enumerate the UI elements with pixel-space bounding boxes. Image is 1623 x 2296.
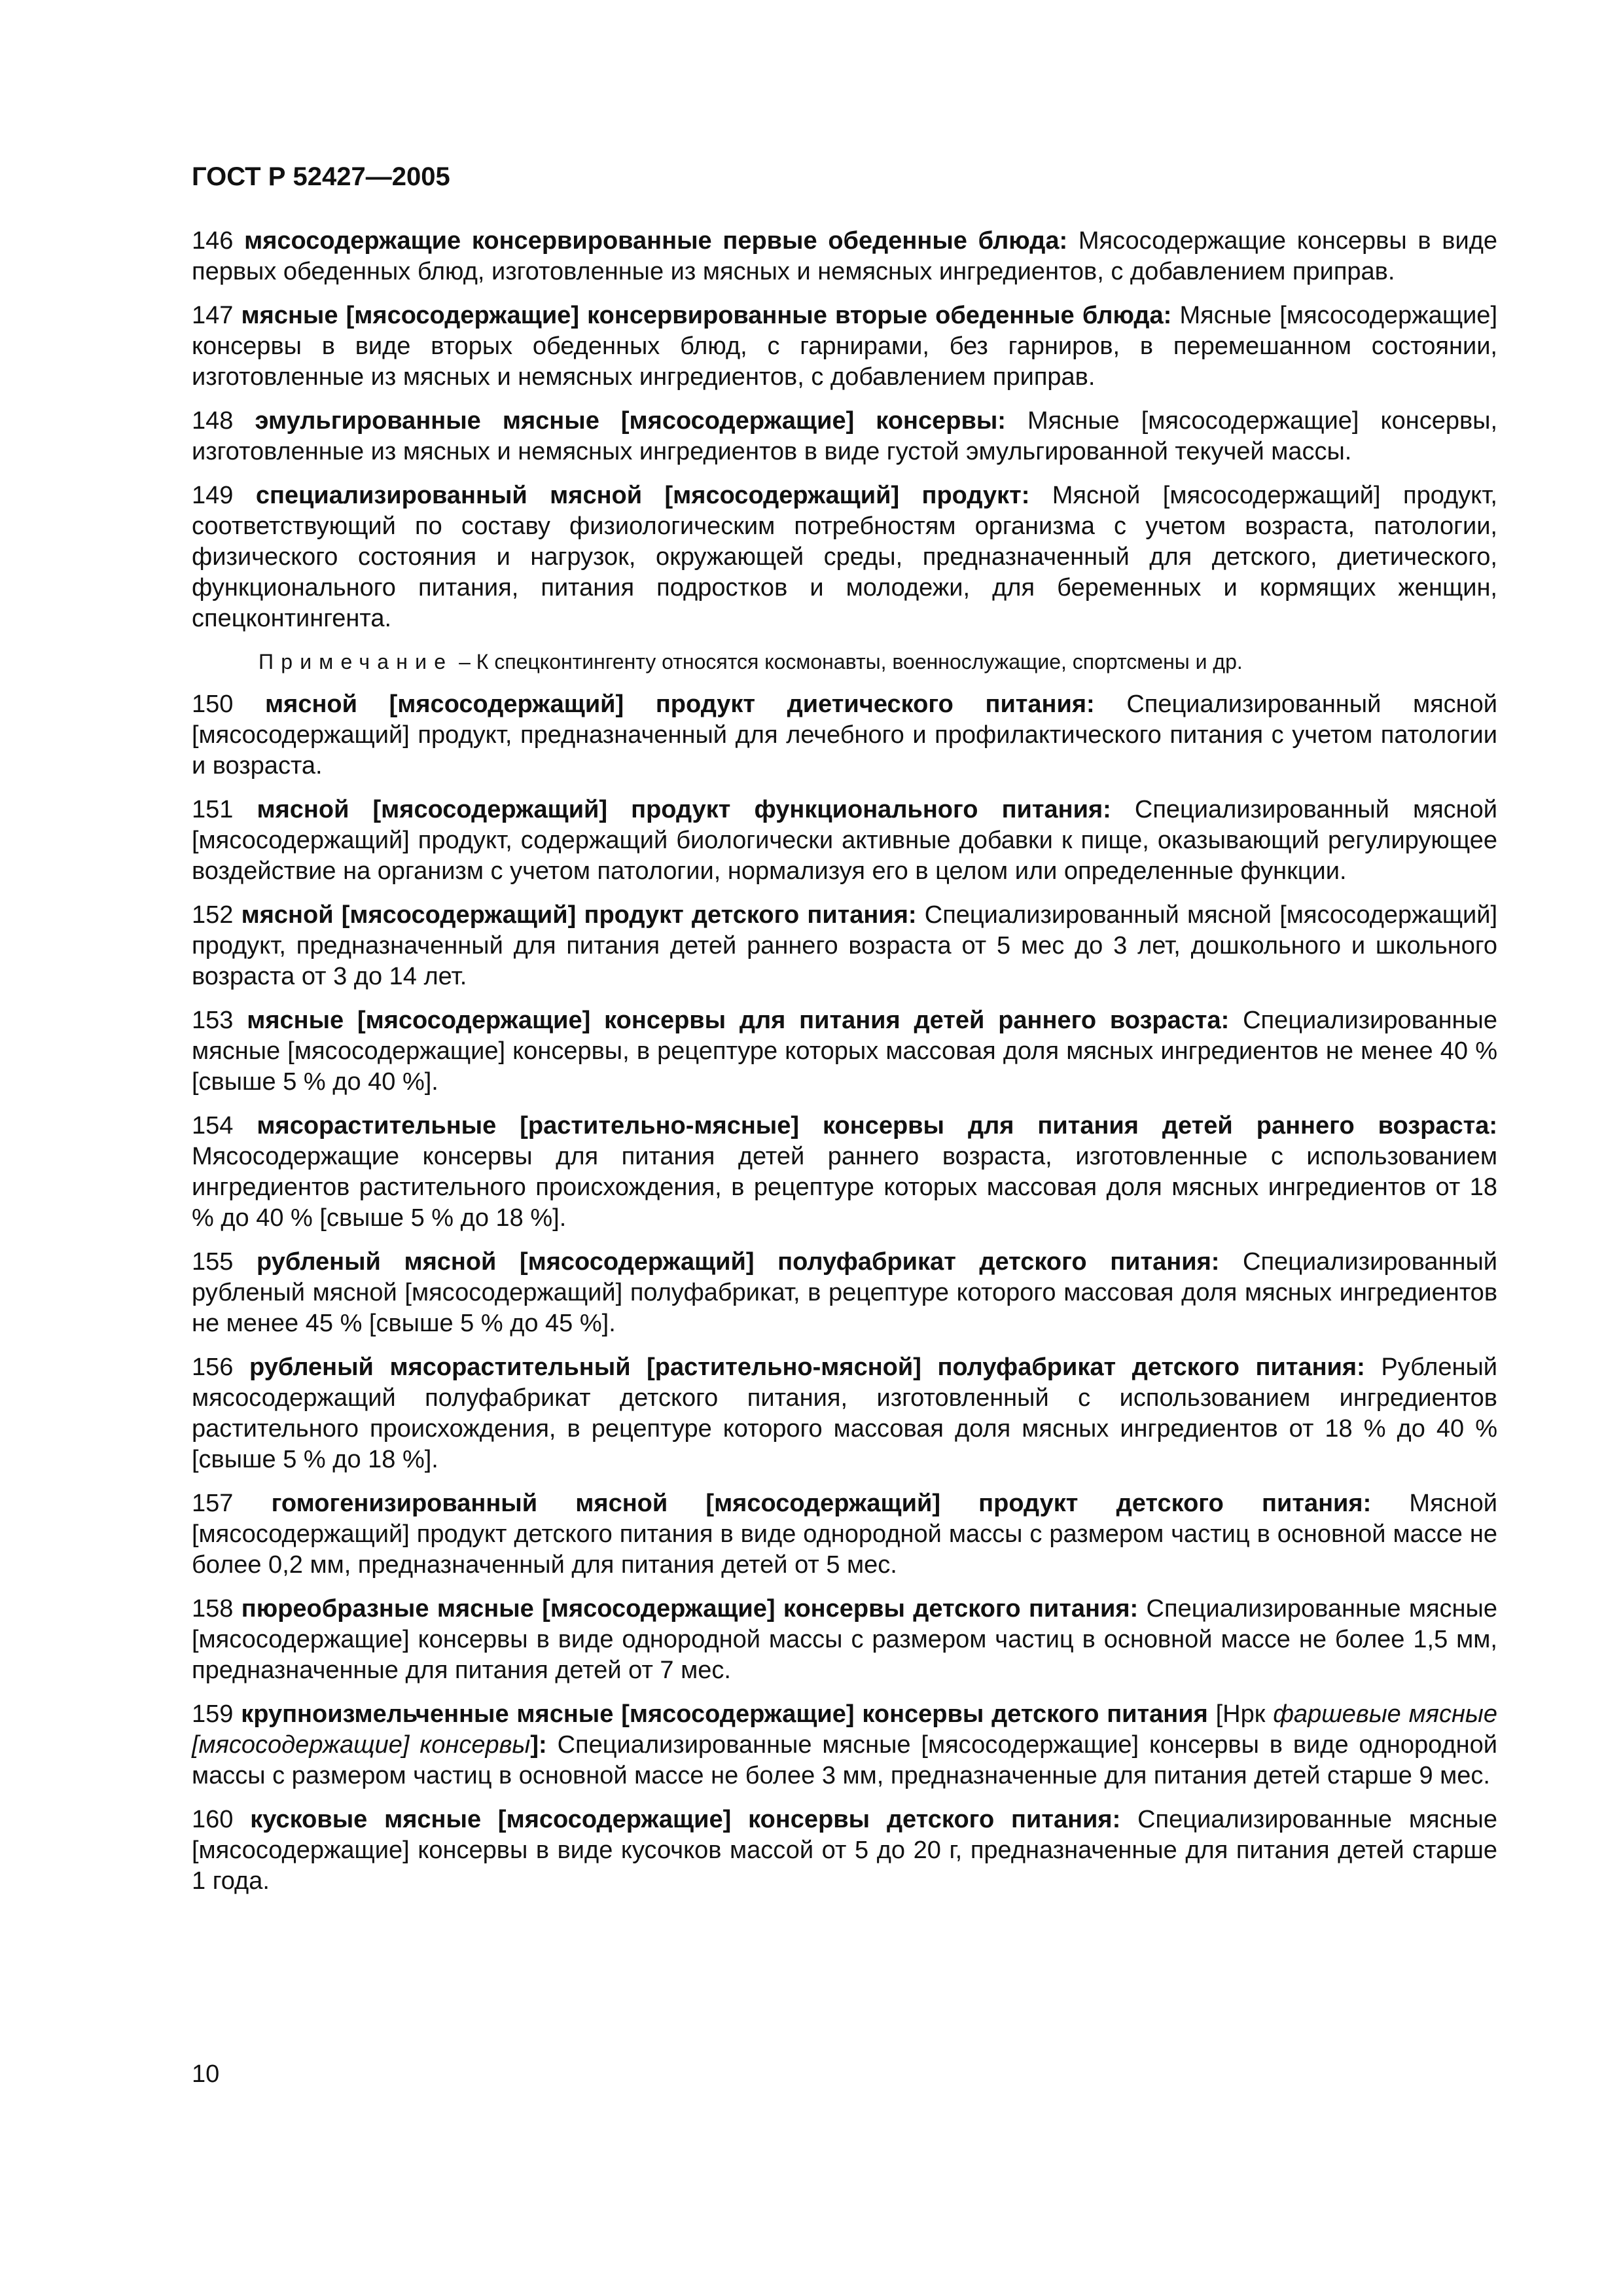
entry-number: 151	[192, 796, 234, 823]
term-entry-151	[192, 795, 1497, 887]
term-entry-150	[192, 689, 1497, 781]
entry-term: специализированный мясной [мясосодержащий] продукт:	[255, 482, 1030, 509]
term-entry-160	[192, 1804, 1497, 1897]
entry-definition: Мясные [мясосодержащие] консервы в виде вторых обеденных блюд, с гарнирами, без гарниров, в перемешанном состоянии, изготовленные из мясных и немясных ингредиентов, с добавлением приправ.	[192, 302, 1497, 391]
entry-term: пюреобразные мясные [мясосодержащие] консервы детского питания:	[241, 1595, 1139, 1623]
term-entry-158	[192, 1594, 1497, 1686]
entry-term: мясной [мясосодержащий] продукт функционального питания:	[257, 796, 1111, 823]
term-entry-155	[192, 1247, 1497, 1339]
entry-term: кусковые мясные [мясосодержащие] консервы детского питания:	[250, 1806, 1121, 1833]
entry-definition: Специализированный мясной [мясосодержащий] продукт, содержащий биологически активные добавки к пище, оказывающий регулирующее воздействие на организм с учетом патологии, нормализуя его в целом или определенные функции.	[192, 796, 1497, 885]
entry-number: 157	[192, 1490, 234, 1517]
entry-number: 156	[192, 1354, 234, 1381]
entry-definition: Специализированный рубленый мясной [мясосодержащий] полуфабрикат, в рецептуре которого массовая доля мясных ингредиентов не менее 45 % [свыше 5 % до 45 %].	[192, 1248, 1497, 1337]
entry-term: гомогенизированный мясной [мясосодержащий] продукт детского питания:	[271, 1490, 1372, 1517]
entry-definition: Мясной [мясосодержащий] продукт детского питания в виде однородной массы с размером частиц в основной массе не более 0,2 мм, предназначенный для питания детей от 5 мес.	[192, 1490, 1497, 1579]
term-entry-149	[192, 480, 1497, 634]
entry-number: 147	[192, 302, 234, 329]
entry-definition: Специализированные мясные [мясосодержащие] консервы в виде однородной массы с размером частиц в основной массе не более 3 мм, предназначенные для питания детей старше 9 мес.	[192, 1731, 1498, 1789]
note-label: Примечание	[259, 650, 454, 673]
entry-number: 159	[192, 1700, 234, 1728]
term-entry-153	[192, 1005, 1497, 1098]
deprecated-synonym-close: ]:	[530, 1731, 547, 1759]
term-entry-159	[192, 1699, 1497, 1791]
term-entry-154	[192, 1111, 1497, 1234]
entry-term: мясорастительные [растительно-мясные] консервы для питания детей раннего возраста:	[257, 1112, 1498, 1139]
entry-term: мясосодержащие консервированные первые обеденные блюда:	[244, 227, 1068, 255]
term-entry-148	[192, 406, 1497, 467]
entry-definition: Специализированный мясной [мясосодержащий] продукт, предназначенный для питания детей раннего возраста от 5 мес до 3 лет, дошкольного и школьного возраста от 3 до 14 лет.	[192, 901, 1498, 990]
entry-term: мясные [мясосодержащие] консервированные вторые обеденные блюда:	[241, 302, 1172, 329]
entry-definition: Специализированные мясные [мясосодержащие] консервы в виде кусочков массой от 5 до 20 г, предназначенные для питания детей старше 1 года.	[192, 1806, 1497, 1895]
entry-term: мясные [мясосодержащие] консервы для питания детей раннего возраста:	[247, 1007, 1230, 1034]
entry-definition: Мясосодержащие консервы в виде первых обеденных блюд, изготовленные из мясных и немясных ингредиентов, с добавлением приправ.	[192, 227, 1498, 285]
page-number: 10	[192, 2060, 220, 2088]
entry-term: крупноизмельченные мясные [мясосодержащие] консервы детского питания	[241, 1700, 1208, 1728]
entry-definition: Специализированные мясные [мясосодержащие] консервы в виде однородной массы с размером частиц в основной массе не более 1,5 мм, предназначенные для питания детей от 7 мес.	[192, 1595, 1497, 1684]
entry-definition: Мясной [мясосодержащий] продукт, соответствующий по составу физиологическим потребностям организма с учетом возраста, патологии, физического состояния и нагрузок, окружающей среды, предназначенный для детского, диетического, функционального питания, питания подростков и молодежи, для беременных и кормящих женщин, спецконтингента.	[192, 482, 1497, 632]
term-entry-156	[192, 1352, 1497, 1475]
entry-term: рубленый мясной [мясосодержащий] полуфабрикат детского питания:	[256, 1248, 1220, 1276]
entry-number: 155	[192, 1248, 234, 1276]
term-entry-157	[192, 1488, 1497, 1581]
entry-number: 153	[192, 1007, 234, 1034]
note	[259, 647, 1497, 676]
entry-number: 146	[192, 227, 234, 255]
entry-term: эмульгированные мясные [мясосодержащие] консервы:	[255, 407, 1006, 435]
entry-term: мясной [мясосодержащий] продукт детского питания:	[241, 901, 917, 929]
deprecated-synonym-term: фаршевые мясные [мясосодержащие] консервы	[192, 1700, 1497, 1759]
entry-definition: Специализированные мясные [мясосодержащие] консервы, в рецептуре которых массовая доля мясных ингредиентов не менее 40 % [свыше 5 % до 40 %].	[192, 1007, 1497, 1096]
term-entry-146	[192, 226, 1497, 287]
entry-definition: Рубленый мясосодержащий полуфабрикат детского питания, изготовленный с использованием ингредиентов растительного происхождения, в рецептуре которого массовая доля мясных ингредиентов от 18 % до 40 % [свыше 5 % до 18 %].	[192, 1354, 1497, 1473]
term-entry-147	[192, 300, 1497, 393]
term-entry-152	[192, 900, 1497, 992]
entry-number: 152	[192, 901, 234, 929]
entry-number: 149	[192, 482, 234, 509]
deprecated-synonym-open: [Нрк	[1215, 1700, 1274, 1728]
entry-number: 148	[192, 407, 234, 435]
entry-definition: Мясосодержащие консервы для питания детей раннего возраста, изготовленные с использованием ингредиентов растительного происхождения, в рецептуре которых массовая доля мясных ингредиентов от 18 % до 40 % [свыше 5 % до 18 %].	[192, 1143, 1497, 1232]
entry-number: 158	[192, 1595, 234, 1623]
entry-term: рубленый мясорастительный [растительно-мясной] полуфабрикат детского питания:	[249, 1354, 1365, 1381]
document-header: ГОСТ Р 52427—2005	[192, 162, 450, 191]
note-text: – К спецконтингенту относятся космонавты, военнослужащие, спортсмены и др.	[459, 650, 1243, 673]
entry-number: 160	[192, 1806, 234, 1833]
entry-definition: Мясные [мясосодержащие] консервы, изготовленные из мясных и немясных ингредиентов в виде густой эмульгированной текучей массы.	[192, 407, 1498, 465]
entry-term: мясной [мясосодержащий] продукт диетического питания:	[265, 691, 1095, 718]
entry-number: 154	[192, 1112, 234, 1139]
entry-number: 150	[192, 691, 234, 718]
document-body	[192, 226, 1497, 1910]
entry-definition: Специализированный мясной [мясосодержащий] продукт, предназначенный для лечебного и профилактического питания с учетом патологии и возраста.	[192, 691, 1498, 780]
